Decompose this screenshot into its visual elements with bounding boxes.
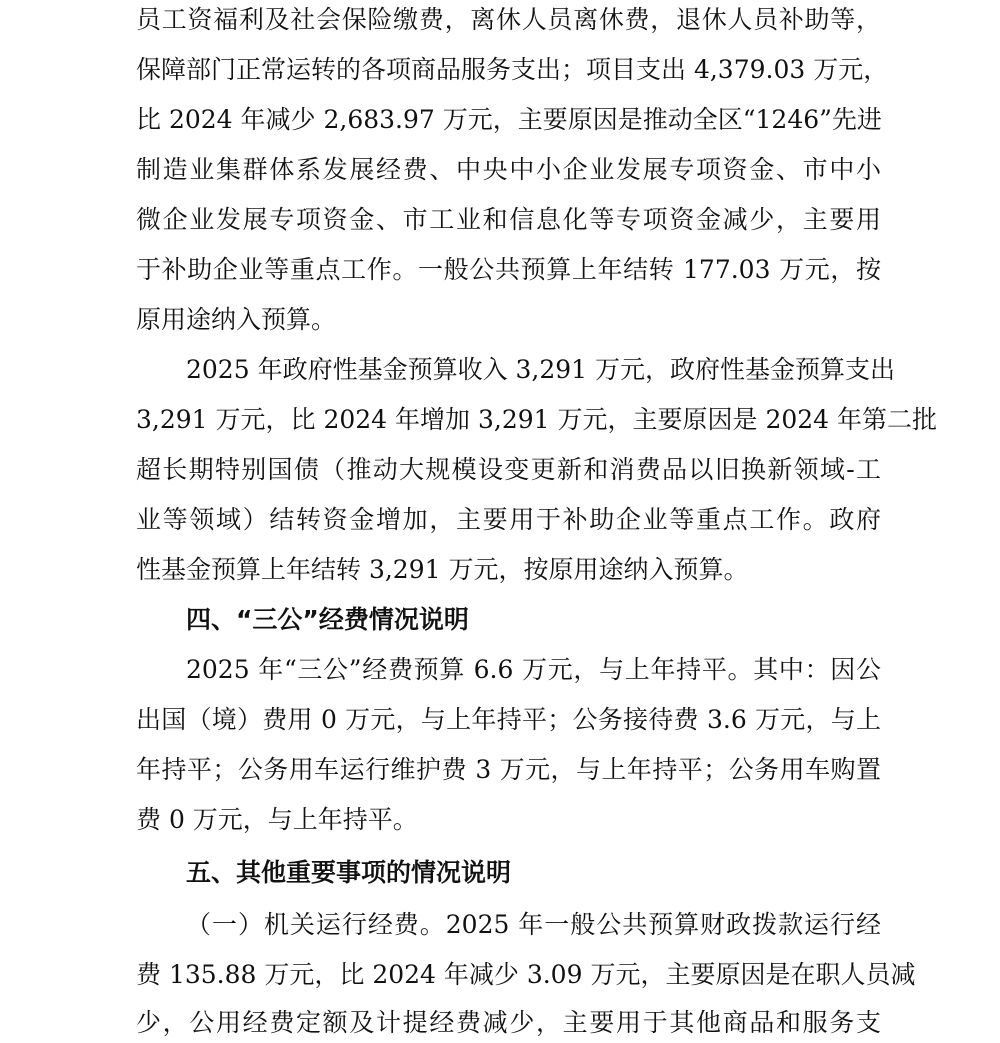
- text-line: 比 2024 年减少 2,683.97 万元，主要原因是推动全区“1246”先进: [136, 105, 882, 134]
- text-line: 性基金预算上年结转 3,291 万元，按原用途纳入预算。: [136, 555, 749, 584]
- text-line: 出国（境）费用 0 万元，与上年持平；公务接待费 3.6 万元，与上: [136, 705, 881, 734]
- text-line: 员工资福利及社会保险缴费，离休人员离休费，退休人员补助等，: [136, 5, 881, 34]
- section-heading: 四、“三公”经费情况说明: [186, 605, 469, 634]
- text-line: 微企业发展专项资金、市工业和信息化等专项资金减少，主要用: [136, 205, 881, 234]
- text-line: 费 0 万元，与上年持平。: [136, 805, 418, 834]
- text-line: （一）机关运行经费。2025 年一般公共预算财政拨款运行经: [186, 910, 881, 939]
- text-line: 超长期特别国债（推动大规模设变更新和消费品以旧换新领域-工: [136, 455, 881, 484]
- text-line: 原用途纳入预算。: [136, 305, 337, 334]
- text-line: 制造业集群体系发展经费、中央中小企业发展专项资金、市中小: [136, 155, 881, 184]
- section-heading: 五、其他重要事项的情况说明: [186, 858, 512, 887]
- text-line: 业等领域）结转资金增加，主要用于补助企业等重点工作。政府: [136, 505, 881, 534]
- text-line: 于补助企业等重点工作。一般公共预算上年结转 177.03 万元，按: [136, 255, 881, 284]
- text-line: 3,291 万元，比 2024 年增加 3,291 万元，主要原因是 2024 年第二批: [136, 405, 938, 434]
- text-line: 2025 年政府性基金预算收入 3,291 万元，政府性基金预算支出: [186, 355, 896, 384]
- text-line: 2025 年“三公”经费预算 6.6 万元，与上年持平。其中：因公: [186, 655, 881, 684]
- text-line: 年持平；公务用车运行维护费 3 万元，与上年持平；公务用车购置: [136, 755, 881, 784]
- text-line: 少，公用经费定额及计提经费减少，主要用于其他商品和服务支: [136, 1008, 881, 1037]
- text-line: 费 135.88 万元，比 2024 年减少 3.09 万元，主要原因是在职人员减: [136, 960, 916, 989]
- text-line: 保障部门正常运转的各项商品服务支出；项目支出 4,379.03 万元，: [136, 55, 889, 84]
